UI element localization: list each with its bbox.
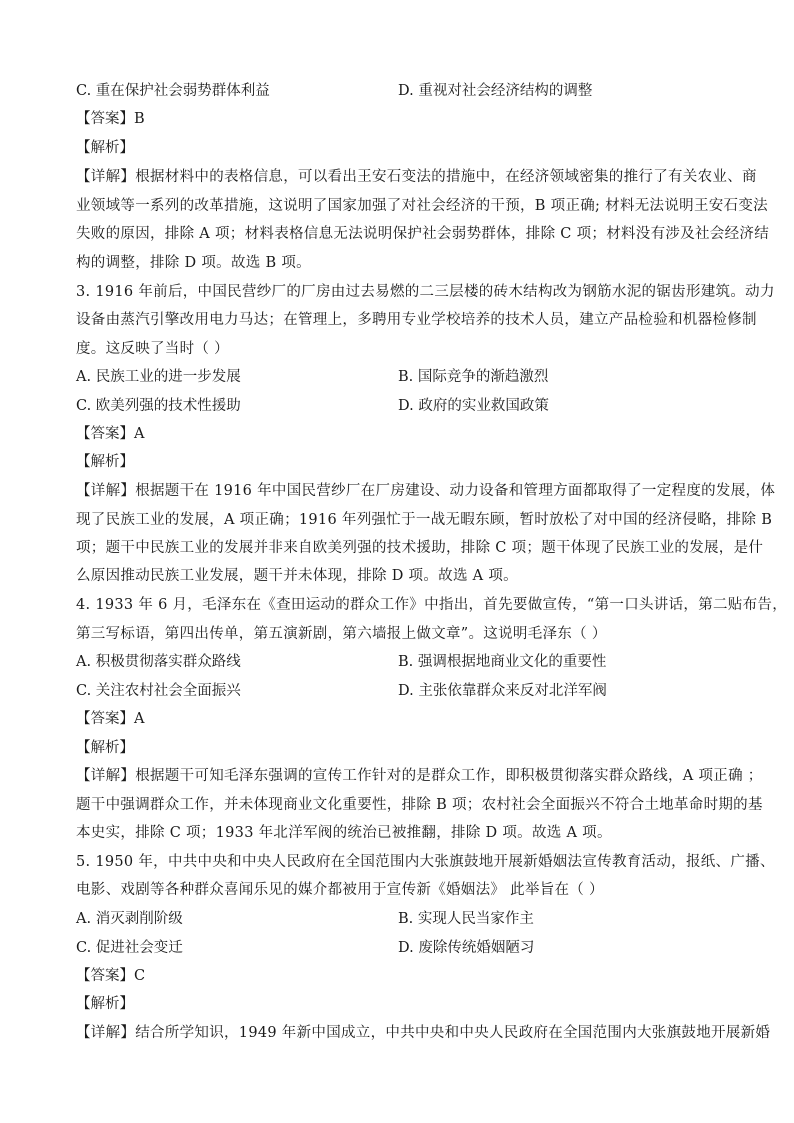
q4-analysis-label: 【解析】 bbox=[76, 740, 134, 756]
q3-option-b: B. 国际竞争的渐趋激烈 bbox=[398, 369, 549, 385]
q4-option-d: D. 主张依靠群众来反对北洋军阀 bbox=[398, 683, 607, 699]
q4-stem-line: 第三写标语，第四出传单，第五演新剧，第六墙报上做文章”。这说明毛泽东（ ） bbox=[76, 626, 607, 642]
q3-stem-line: 设备由蒸汽引擎改用电力马达；在管理上，多聘用专业学校培养的技术人员，建立产品检验和机器检修制 bbox=[76, 312, 757, 328]
q5-option-d: D. 废除传统婚姻陋习 bbox=[398, 940, 535, 956]
prev-option-c: C. 重在保护社会弱势群体利益 bbox=[76, 83, 270, 99]
q3-analysis-label: 【解析】 bbox=[76, 454, 134, 470]
q5-option-b: B. 实现人民当家作主 bbox=[398, 911, 534, 927]
q3-stem-line: 3. 1916 年前后，中国民营纱厂的厂房由过去易燃的二三层楼的砖木结构改为钢筋水泥的锯齿形建筑。动力 bbox=[76, 284, 775, 300]
q3-detail-line: 么原因推动民族工业发展，题干并未体现，排除 D 项。故选 A 项。 bbox=[76, 568, 518, 584]
q4-answer: 【答案】A bbox=[76, 711, 145, 727]
q4-detail-line: 题干中强调群众工作，并未体现商业文化重要性，排除 B 项；农村社会全面振兴不符合土地革命时期的基 bbox=[76, 797, 763, 813]
q3-detail-line: 项；题干中民族工业的发展并非来自欧美列强的技术援助，排除 C 项；题干体现了民族工业的发展，是什 bbox=[76, 540, 764, 556]
q4-stem-line: 4. 1933 年 6 月，毛泽东在《查田运动的群众工作》中指出，首先要做宣传，“第一口头讲话，第二贴布告， bbox=[76, 597, 788, 613]
prev-option-d: D. 重视对社会经济结构的调整 bbox=[398, 83, 593, 99]
q3-detail-line: 【详解】根据题干在 1916 年中国民营纱厂在厂房建设、动力设备和管理方面都取得了一定程度的发展，体 bbox=[76, 483, 776, 499]
q5-option-c: C. 促进社会变迁 bbox=[76, 940, 183, 956]
q5-stem-line: 5. 1950 年，中共中央和中央人民政府在全国范围内大张旗鼓地开展新婚姻法宣传教育活动，报纸、广播、 bbox=[76, 854, 775, 870]
q3-detail-line: 现了民族工业的发展，A 项正确；1916 年列强忙于一战无暇东顾，暂时放松了对中国的经济侵略，排除 B bbox=[76, 512, 773, 528]
prev-detail-line: 构的调整，排除 D 项。故选 B 项。 bbox=[76, 255, 311, 271]
q3-option-a: A. 民族工业的进一步发展 bbox=[76, 369, 241, 385]
q5-option-a: A. 消灭剥削阶级 bbox=[76, 911, 183, 927]
q5-analysis-label: 【解析】 bbox=[76, 996, 134, 1012]
q4-detail-line: 【详解】根据题干可知毛泽东强调的宣传工作针对的是群众工作，即积极贯彻落实群众路线，A 项正确 ； bbox=[76, 768, 763, 784]
prev-analysis-label: 【解析】 bbox=[76, 140, 134, 156]
q5-detail-line: 【详解】结合所学知识，1949 年新中国成立，中共中央和中央人民政府在全国范围内大张旗鼓地开展新婚 bbox=[76, 1025, 771, 1041]
q3-stem-line: 度。这反映了当时（ ） bbox=[76, 341, 229, 357]
prev-detail-line: 失败的原因，排除 A 项；材料表格信息无法说明保护社会弱势群体，排除 C 项；材料没有涉及社会经济结 bbox=[76, 226, 769, 242]
prev-detail-line: 业领域等一系列的改革措施，这说明了国家加强了对社会经济的干预，B 项正确; 材料无法说明王安石变法 bbox=[76, 198, 768, 214]
q4-detail-line: 本史实，排除 C 项；1933 年北洋军阀的统治已被推翻，排除 D 项。故选 A 项。 bbox=[76, 825, 612, 841]
q3-option-d: D. 政府的实业救国政策 bbox=[398, 398, 549, 414]
q5-stem-line: 电影、戏剧等各种群众喜闻乐见的媒介都被用于宣传新《婚姻法》 此举旨在（ ） bbox=[76, 882, 604, 898]
prev-detail-line: 【详解】根据材料中的表格信息，可以看出王安石变法的措施中，在经济领域密集的推行了有关农业、商 bbox=[76, 169, 757, 185]
q5-answer: 【答案】C bbox=[76, 968, 146, 984]
prev-answer: 【答案】B bbox=[76, 111, 145, 127]
q4-option-c: C. 关注农村社会全面振兴 bbox=[76, 683, 241, 699]
q3-option-c: C. 欧美列强的技术性援助 bbox=[76, 398, 241, 414]
q4-option-a: A. 积极贯彻落实群众路线 bbox=[76, 654, 241, 670]
q4-option-b: B. 强调根据地商业文化的重要性 bbox=[398, 654, 607, 670]
q3-answer: 【答案】A bbox=[76, 426, 145, 442]
